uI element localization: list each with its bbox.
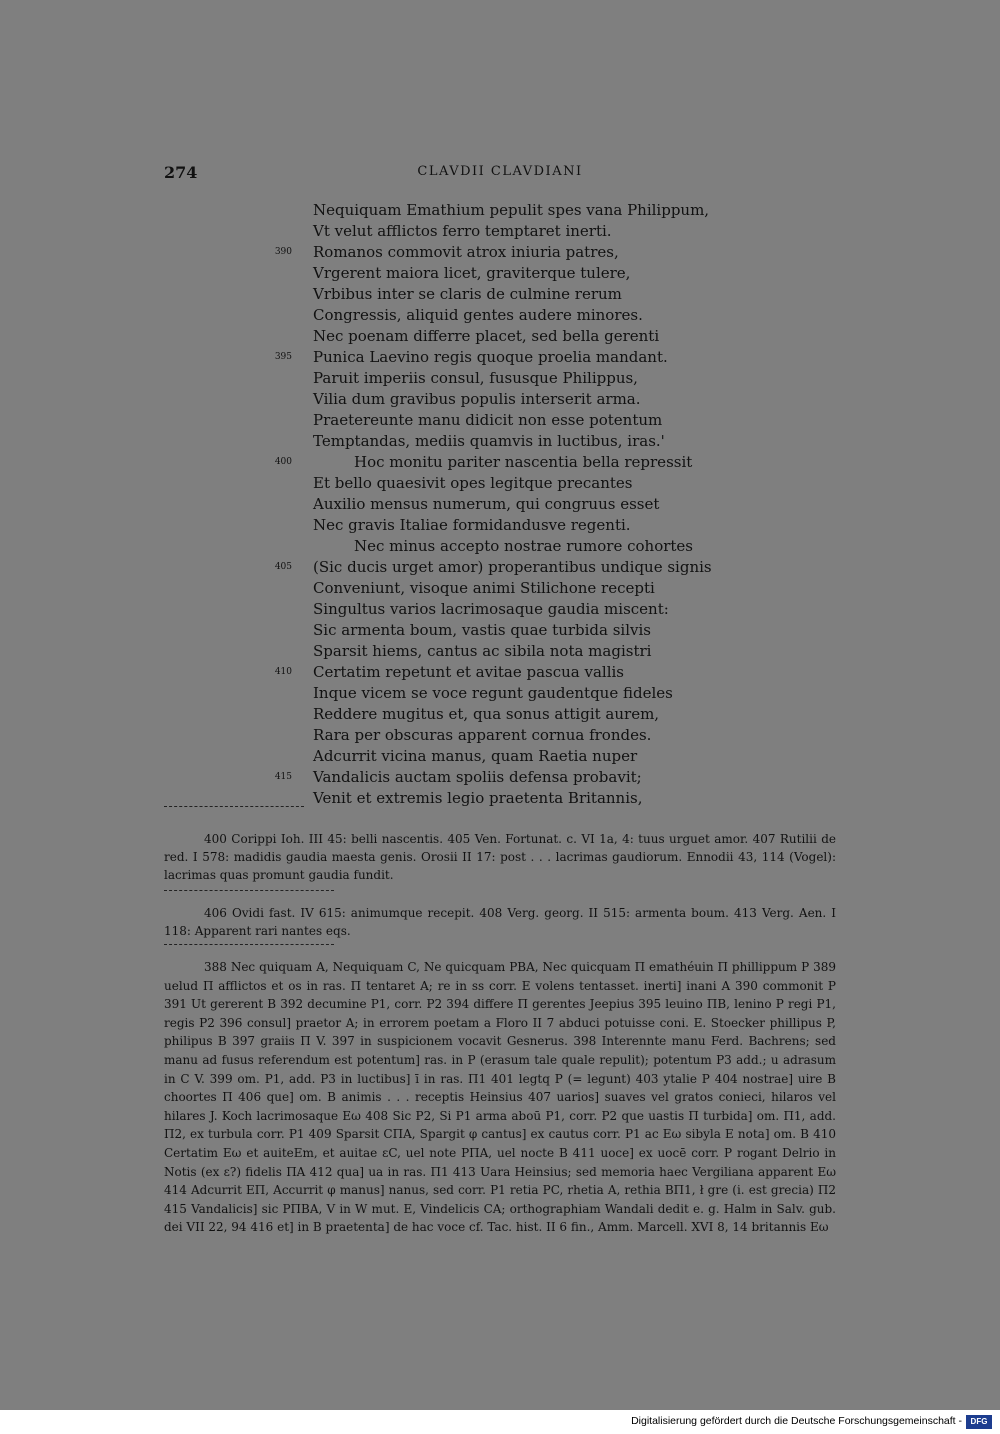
verse-line: [0, 641, 1000, 662]
verse-text: Punica Laevino regis quoque proelia mandant.: [313, 348, 668, 366]
verse-line: [0, 326, 1000, 347]
verse-line: [0, 599, 1000, 620]
verse-text: Sparsit hiems, cantus ac sibila nota magistri: [313, 642, 652, 660]
verse-text: Nec gravis Italiae formidandusve regenti.: [313, 516, 631, 534]
divider: [164, 944, 334, 945]
verse-line: [0, 368, 1000, 389]
line-number: 390: [274, 247, 292, 257]
verse-line: [0, 200, 1000, 221]
verse-line: [0, 284, 1000, 305]
verse-text: Venit et extremis legio praetenta Britannis,: [313, 789, 643, 807]
line-number: 400: [274, 457, 292, 467]
line-number: 415: [274, 772, 292, 782]
funding-credit: Digitalisierung gefördert durch die Deutsche Forschungsgemeinschaft -: [631, 1415, 962, 1427]
divider: [164, 806, 304, 807]
verse-text: Nec minus accepto nostrae rumore cohortes: [354, 537, 694, 555]
verse-text: Reddere mugitus et, qua sonus attigit aurem,: [313, 705, 660, 723]
verse-text: Vt velut afflictos ferro temptaret inerti.: [313, 222, 612, 240]
verse-text: Praetereunte manu didicit non esse potentum: [313, 411, 663, 429]
verse-text: Et bello quaesivit opes legitque precantes: [313, 474, 633, 492]
verse-text: Singultus varios lacrimosaque gaudia miscent:: [313, 600, 669, 618]
testimonia-text: 406 Ovidi fast. IV 615: animumque recepit. 408 Verg. georg. II 515: armenta boum. 413 Verg. Aen. I 118: Apparent rari nantes eqs.: [164, 906, 836, 938]
verse-line: [0, 263, 1000, 284]
verse-text: Romanos commovit atrox iniuria patres,: [313, 243, 619, 261]
critical-apparatus: 388 Nec quiquam A, Nequiquam C, Ne quicquam PBA, Nec quicquam Π emathéuin Π phillippum P 389 uelud Π afflictos et os in ras. Π tentaret A; re in ss corr. E volens tentasset. inerti] inani A 390 commonit P 391 Ut gererent B 392 decumine P1, corr. P2 394 differe Π gerentes Jeepius 395 leuino ΠB, lenino P regi P1, regis P2 396 consul] praetor A; in errorem poetam a Floro II 7 abduci potuisse coni. E. Stoecker phillipus P, philipus B 397 graiis Π V. 397 in suspicionem vocavit Gesnerus. 398 Interennte manu Ferd. Bachrens; sed manu ad fusus referendum est potentum] ras. in P (erasum tale quale repulit); potentum P3 add.; u adrasum in C V. 399 om. P1, add. P3 in luctibus] ī in ras. Π1 401 legtq P (= legunt) 403 ytalie P 404 nostrae] uire B choortes Π 406 que] om. B animis . . . receptis Heinsius 407 uarios] suaves vel gratos conieci, hilaros vel hilares J. Koch lacrimosaque Eω 408 Sic P2, Si P1 arma aboū P1, corr. P2 que uastis Π turbida] om. Π1, add. Π2, ex turbula corr. P1 409 Sparsit CΠA, Spargit φ cantus] ex cautus corr. P1 ac Eω sibyla E nota] om. B 410 Certatim Eω et auiteEm, et auitae εC, uel note PΠA, uel nocte B 411 uoce] ex uocē corr. P rogant Delrio in Notis (ex ε?) fidelis ΠA 412 qua] ua in ras. Π1 413 Uara Heinsius; sed memoria haec Vergiliana apparent Eω 414 Adcurrit EΠ, Accurrit φ manus] nanus, sed corr. P1 retia PC, rhetia A, rethia BΠ1, ł gre (i. est grecia) Π2 415 Vandalicis] sic PΠBA, V in W mut. E, Vindelicis CA; orthographiam Wandali dedit e. g. Halm in Salv. gub. dei VII 22, 94 416 et] in B praetenta] de hac voce cf. Tac. hist. II 6 fin., Amm. Marcell. XVI 8, 14 britannis Eω: [164, 960, 836, 1235]
verse-line: [0, 683, 1000, 704]
verse-text: Certatim repetunt et avitae pascua vallis: [313, 663, 625, 681]
verse-line: [0, 431, 1000, 452]
verse-text: Adcurrit vicina manus, quam Raetia nuper: [313, 747, 638, 765]
verse-text: Vrgerent maiora licet, graviterque tulere,: [313, 264, 631, 282]
verse-line: [0, 410, 1000, 431]
verse-text: (Sic ducis urget amor) properantibus undique signis: [313, 558, 712, 576]
verse-line: [0, 557, 1000, 578]
verse-line: [0, 767, 1000, 788]
verse-line: [0, 620, 1000, 641]
verse-line: [0, 662, 1000, 683]
testimonia-block-2: [164, 904, 836, 940]
footer-bar: [0, 1410, 1000, 1434]
verse-text: Vrbibus inter se claris de culmine rerum: [313, 285, 622, 303]
running-head: [164, 163, 836, 183]
page-number: 274: [164, 163, 198, 182]
verse-line: [0, 221, 1000, 242]
divider: [164, 890, 334, 891]
verse-text: Vilia dum gravibus populis interserit arma.: [313, 390, 641, 408]
verse-text: Nequiquam Emathium pepulit spes vana Philippum,: [313, 201, 710, 219]
line-number: 410: [274, 667, 292, 677]
verse-text: Inque vicem se voce regunt gaudentque fideles: [313, 684, 673, 702]
verse-text: Auxilio mensus numerum, qui congruus esset: [313, 495, 660, 513]
verse-text: Conveniunt, visoque animi Stilichone recepti: [313, 579, 655, 597]
verse-line: [0, 515, 1000, 536]
verse-line: [0, 347, 1000, 368]
poem-text: [0, 200, 1000, 809]
verse-text: Hoc monitu pariter nascentia bella repressit: [354, 453, 693, 471]
verse-line: [0, 452, 1000, 473]
verse-line: [0, 305, 1000, 326]
verse-text: Rara per obscuras apparent cornua frondes.: [313, 726, 652, 744]
verse-line: [0, 494, 1000, 515]
verse-line: [0, 242, 1000, 263]
verse-text: Vandalicis auctam spoliis defensa probavit;: [313, 768, 642, 786]
verse-line: [0, 746, 1000, 767]
verse-text: Temptandas, mediis quamvis in luctibus, iras.': [313, 432, 665, 450]
line-number: 405: [274, 562, 292, 572]
line-number: 395: [274, 352, 292, 362]
verse-text: Paruit imperiis consul, fususque Philippus,: [313, 369, 638, 387]
verse-line: [0, 578, 1000, 599]
verse-line: [0, 536, 1000, 557]
page-title: CLAVDII CLAVDIANI: [417, 164, 583, 179]
verse-line: [0, 725, 1000, 746]
verse-text: Sic armenta boum, vastis quae turbida silvis: [313, 621, 651, 639]
dfg-logo: DFG: [966, 1415, 992, 1429]
verse-line: [0, 788, 1000, 809]
verse-line: [0, 473, 1000, 494]
verse-line: [0, 704, 1000, 725]
verse-text: Congressis, aliquid gentes audere minores.: [313, 306, 643, 324]
testimonia-text: 400 Corippi Ioh. III 45: belli nascentis. 405 Ven. Fortunat. c. VI 1a, 4: tuus urguet amor. 407 Rutilii de red. I 578: madidis gaudia maesta genis. Orosii II 17: post . . . lacrimas gaudiorum. Ennodii 43, 114 (Vogel): lacrimas quas promunt gaudia fundit.: [164, 832, 836, 882]
testimonia-block-1: [164, 830, 836, 884]
verse-text: Nec poenam differre placet, sed bella gerenti: [313, 327, 660, 345]
verse-line: [0, 389, 1000, 410]
